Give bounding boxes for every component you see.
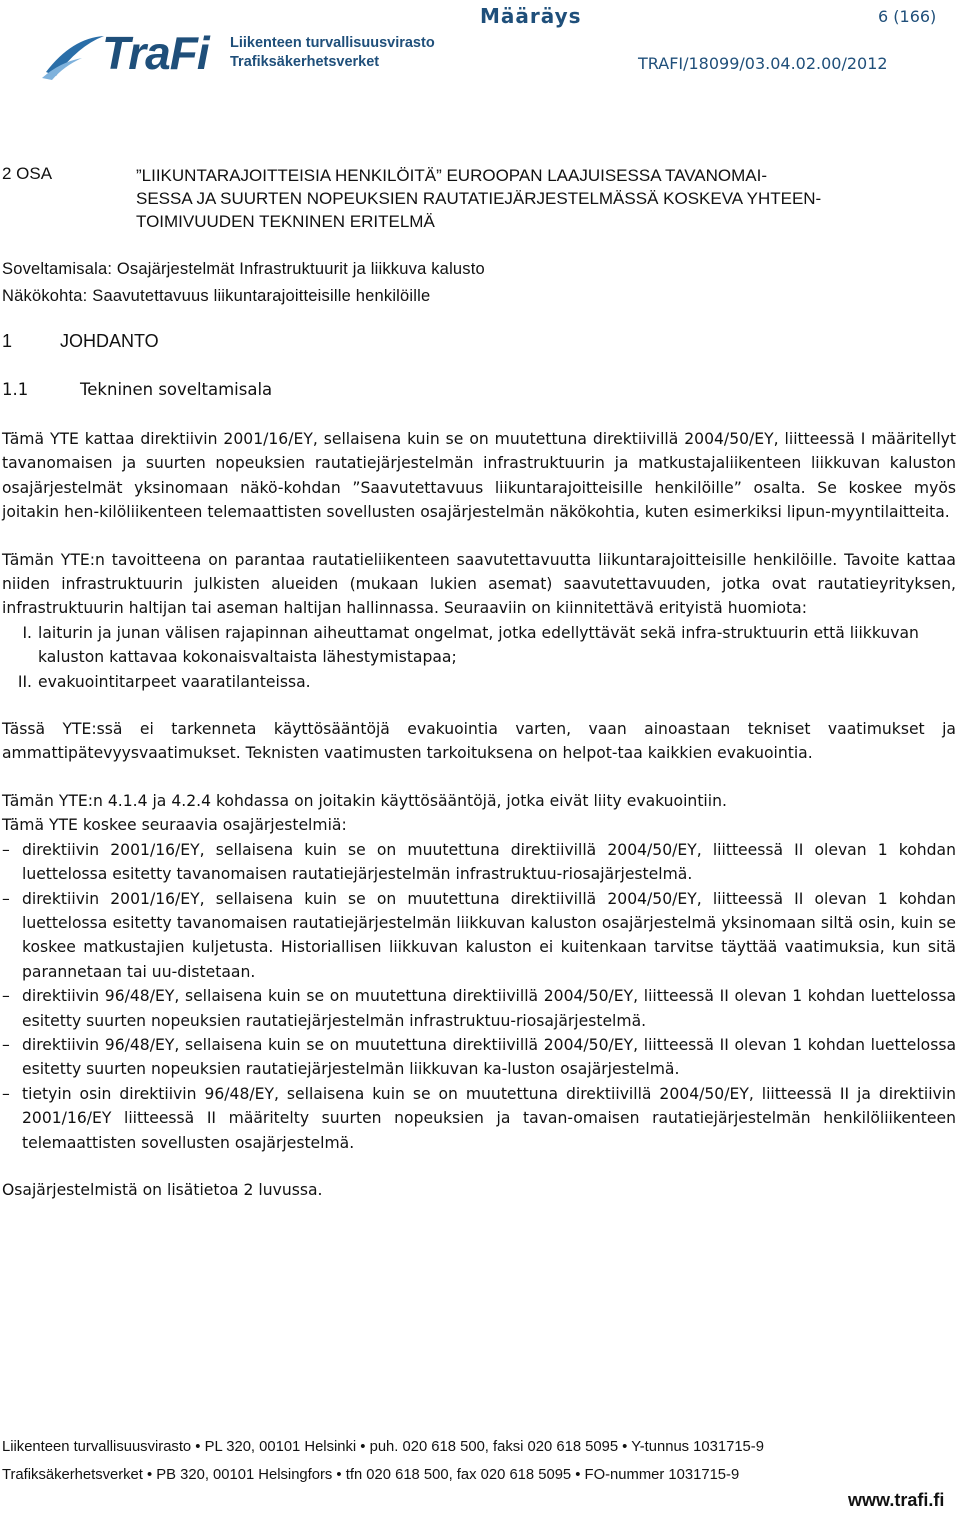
heading-title: JOHDANTO <box>60 331 159 351</box>
list-item-text: direktiivin 2001/16/EY, sellaisena kuin se on muutettuna direktiivillä 2004/50/EY, liitteessä II olevan 1 kohdan luettelossa esitetty tavanomaisen rautatiejärjestelmän infrastruktuu-riosajärjestelmä. <box>22 840 956 884</box>
section-title <box>136 164 956 233</box>
logo-swoosh-icon <box>42 32 106 82</box>
list-item-text: evakuointitarpeet vaaratilanteissa. <box>38 672 311 691</box>
list-item-text: direktiivin 96/48/EY, sellaisena kuin se on muutettuna direktiivillä 2004/50/EY, liitteessä II olevan 1 kohdan luettelossa esitetty suurten nopeuksien rautatiejärjestelmän infrastruktuu-riosajärjestelmä. <box>22 987 956 1030</box>
section-title-line: SESSA JA SUURTEN NOPEUKSIEN RAUTATIEJÄRJESTELMÄSSÄ KOSKEVA YHTEEN- <box>136 189 822 208</box>
list-item <box>2 887 956 985</box>
aspect-line: Näkökohta: Saavutettavuus liikuntarajoitteisille henkilöille <box>2 287 431 305</box>
body-text <box>2 427 956 1202</box>
paragraph: Tämä YTE koskee seuraavia osajärjestelmiä: <box>2 816 347 835</box>
subheading-number: 1.1 <box>2 380 29 399</box>
paragraph: Tämä YTE kattaa direktiivin 2001/16/EY, sellaisena kuin se on muutettuna direktiivillä 2004/50/EY, liitteessä I määritellyt tavanomaisen ja suurten nopeuksien rautatiejärjestelmän infrastruktuurin ja matkustajaliikenteen liikkuvan kaluston osajärjestelmät yksinomaan näkö-kohdan ”Saavutettavuus liikuntarajoitteisille henkilöille” osalta. Se koskee myös joitakin hen-kilöliikenteen telemaattisten sovellusten osajärjestelmän näkökohtia, kuten esimerkiksi lipun-myyntilaitteita. <box>2 430 956 522</box>
list-item <box>2 1033 956 1082</box>
header <box>0 0 960 90</box>
list-item-text: direktiivin 96/48/EY, sellaisena kuin se on muutettuna direktiivillä 2004/50/EY, liitteessä II olevan 1 kohdan luettelossa esitetty suurten nopeuksien rautatiejärjestelmän liikkuvan ka-luston osajärjestelmä. <box>22 1035 956 1079</box>
list-item <box>2 1082 956 1155</box>
list-item <box>2 621 956 670</box>
roman-list <box>2 621 956 694</box>
list-item-number: II. <box>17 672 32 691</box>
logo-wordmark: TraFi <box>102 27 209 79</box>
list-item-text: laiturin ja junan välisen rajapinnan aiheuttamat ongelmat, jotka edellyttävät sekä infra-struktuurin että liikkuvan kaluston kattavaa kokonaisvaltaista lähestymistapaa; <box>38 623 919 667</box>
section-title-line: ”LIIKUNTARAJOITTEISIA HENKILÖITÄ” EUROOPAN LAAJUISESSA TAVANOMAI- <box>136 166 768 185</box>
list-item <box>2 838 956 887</box>
paragraph: Tässä YTE:ssä ei tarkenneta käyttösääntöjä evakuointia varten, vaan ainoastaan tekniset vaatimukset ja ammattipätevyysvaatimukset. Teknisten vaatimusten tarkoituksena on helpot-taa kaikkien evakuointia. <box>2 720 956 763</box>
logo-agency-fi: Liikenteen turvallisuusvirasto <box>230 35 435 51</box>
paragraph: Tämän YTE:n 4.1.4 ja 4.2.4 kohdassa on joitakin käyttösääntöjä, jotka eivät liity evakuointiin. <box>2 791 727 810</box>
heading-number: 1 <box>2 331 13 351</box>
list-item-text: direktiivin 2001/16/EY, sellaisena kuin se on muutettuna direktiivillä 2004/50/EY, liitteessä II olevan 1 kohdan luettelossa esitetty tavanomaisen rautatiejärjestelmän liikkuvan kaluston osajärjestelmä yksinomaan siltä osin, kuin se koskee matkustajien kuljetusta. Historiallisen liikkuvan kaluston ei kuitenkaan tarvitse täyttää vaatimuksia, kun sitä parannetaan tai uu-distetaan. <box>22 889 956 981</box>
footer-line-fi: Liikenteen turvallisuusvirasto • PL 320, 00101 Helsinki • puh. 020 618 500, faksi 020 618 5095 • Y-tunnus 1031715-9 <box>2 1439 764 1455</box>
reference-number: TRAFI/18099/03.04.02.00/2012 <box>638 54 888 73</box>
list-item <box>2 670 956 694</box>
trafi-logo <box>42 26 462 86</box>
page-number: 6 (166) <box>878 7 937 26</box>
list-item-number: I. <box>22 623 32 642</box>
section-label: 2 OSA <box>2 164 53 183</box>
footer-line-sv: Trafiksäkerhetsverket • PB 320, 00101 Helsingfors • tfn 020 618 500, fax 020 618 5095 • FO-nummer 1031715-9 <box>2 1467 740 1483</box>
dash-bullet: – <box>2 1035 10 1054</box>
paragraph: Osajärjestelmistä on lisätietoa 2 luvussa. <box>2 1180 323 1199</box>
scope-line: Soveltamisala: Osajärjestelmät Infrastruktuurit ja liikkuva kalusto <box>2 260 485 278</box>
dash-bullet: – <box>2 840 10 859</box>
dash-bullet: – <box>2 987 10 1006</box>
section-title-line: TOIMIVUUDEN TEKNINEN ERITELMÄ <box>136 212 435 231</box>
subheading-title: Tekninen soveltamisala <box>80 380 273 399</box>
dash-bullet: – <box>2 889 10 908</box>
list-item <box>2 984 956 1033</box>
website-link[interactable]: www.trafi.fi <box>848 1490 945 1510</box>
dash-bullet: – <box>2 1084 10 1103</box>
paragraph: Tämän YTE:n tavoitteena on parantaa rautatieliikenteen saavutettavuutta liikuntarajoitteisille henkilöille. Tavoite kattaa niiden infrastruktuurin julkisten alueiden (mukaan lukien asemat) saavutettavuuden, jotka ovat rautatieyrityksen, infrastruktuurin haltijan tai aseman haltijan hallinnassa. Seuraaviin on kiinnitettävä erityistä huomiota: <box>2 550 956 618</box>
document-type: Määräys <box>480 4 582 28</box>
dash-list <box>2 838 956 1155</box>
logo-agency-sv: Trafiksäkerhetsverket <box>230 54 380 70</box>
list-item-text: tietyin osin direktiivin 96/48/EY, sellaisena kuin se on muutettuna direktiivillä 2004/50/EY, liitteessä II ja direktiivin 2001/16/EY liitteessä II määritelty suurten nopeuksien ja tavan-omaisen rautatiejärjestelmän henkilöliikenteen telemaattisten sovellusten osajärjestelmä. <box>22 1084 956 1152</box>
